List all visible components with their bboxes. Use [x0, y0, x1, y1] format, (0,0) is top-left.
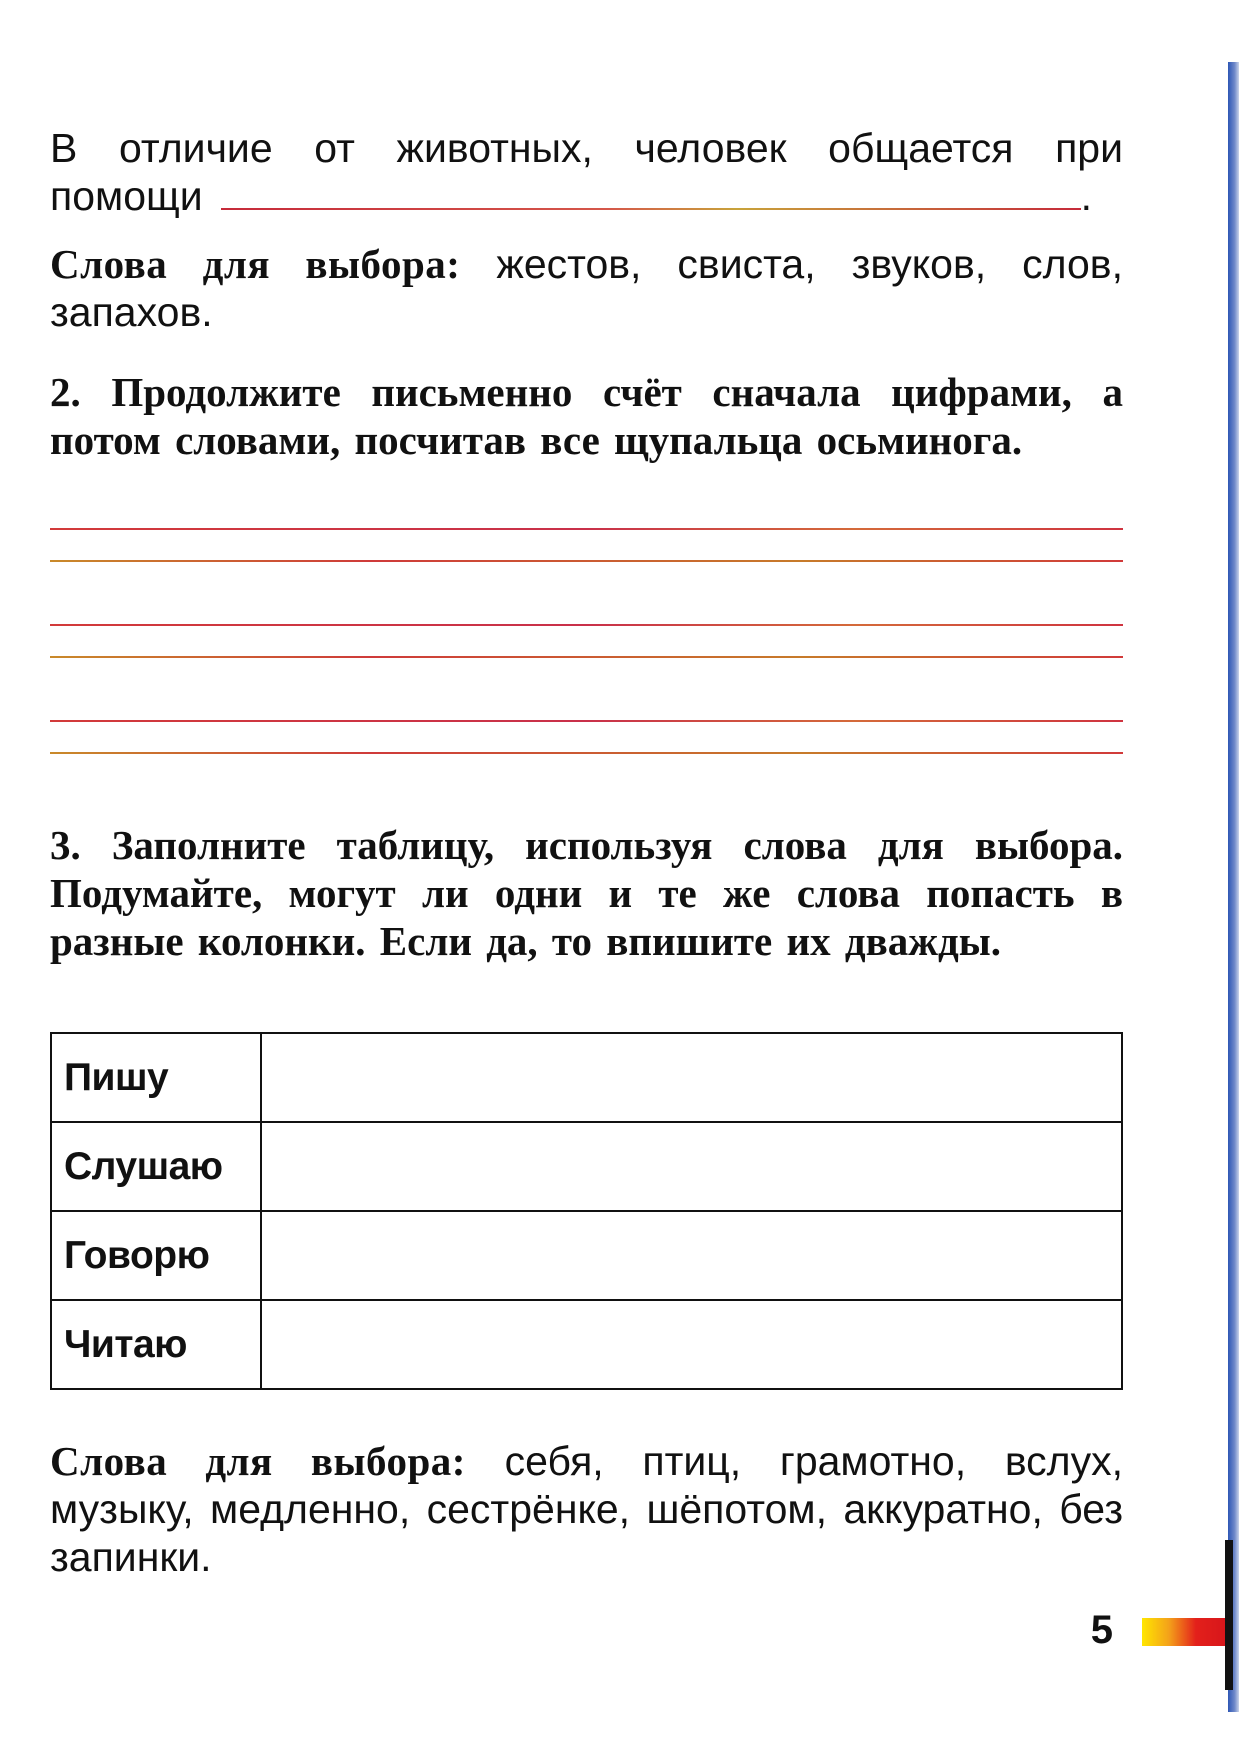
table-row — [51, 1122, 1122, 1211]
task1-sentence: В отличие от животных, человек общается при помощи . — [50, 125, 1123, 219]
words-list: себя, птиц, грамотно, вслух, музыку, медленно, сестрёнке, шёпотом, аккуратно, без запинки. — [50, 1438, 1123, 1580]
words-label: Слова для выбора: — [50, 241, 461, 287]
task1-word-choices — [50, 240, 1123, 336]
writing-line-3[interactable] — [50, 624, 1123, 626]
row-label: Пишу — [51, 1033, 261, 1122]
page-color-tab — [1142, 1618, 1232, 1646]
row-label: Говорю — [51, 1211, 261, 1300]
writing-line-5[interactable] — [50, 720, 1123, 722]
fill-in-table — [50, 1032, 1123, 1390]
answer-cell[interactable] — [261, 1300, 1122, 1389]
row-label: Слушаю — [51, 1122, 261, 1211]
table-row — [51, 1211, 1122, 1300]
row-label: Читаю — [51, 1300, 261, 1389]
answer-cell[interactable] — [261, 1211, 1122, 1300]
task-number: 3. — [50, 822, 81, 868]
writing-line-1[interactable] — [50, 528, 1123, 530]
page-number: 5 — [1090, 1608, 1113, 1652]
writing-line-6[interactable] — [50, 752, 1123, 754]
table-row — [51, 1033, 1122, 1122]
task3-word-choices — [50, 1437, 1123, 1581]
answer-cell[interactable] — [261, 1033, 1122, 1122]
answer-line[interactable] — [221, 208, 1081, 210]
task3-instruction: 3. Заполните таблицу, используя слова для выбора. Подумайте, могут ли одни и те же слова попасть в разные колонки. Если да, то впишите их дважды. — [50, 822, 1123, 964]
page-edge-shadow — [1225, 1540, 1233, 1690]
table-row — [51, 1300, 1122, 1389]
writing-line-4[interactable] — [50, 656, 1123, 658]
words-list: жестов, свиста, звуков, слов, запахов. — [50, 241, 1123, 335]
task-number: 2. — [50, 369, 81, 415]
task2-instruction: 2. Продолжите письменно счёт сначала цифрами, а потом словами, посчитав все щупальца осьминога. — [50, 369, 1123, 463]
answer-cell[interactable] — [261, 1122, 1122, 1211]
words-label: Слова для выбора: — [50, 1438, 466, 1484]
writing-line-2[interactable] — [50, 560, 1123, 562]
page-edge-strip — [1228, 62, 1239, 1712]
